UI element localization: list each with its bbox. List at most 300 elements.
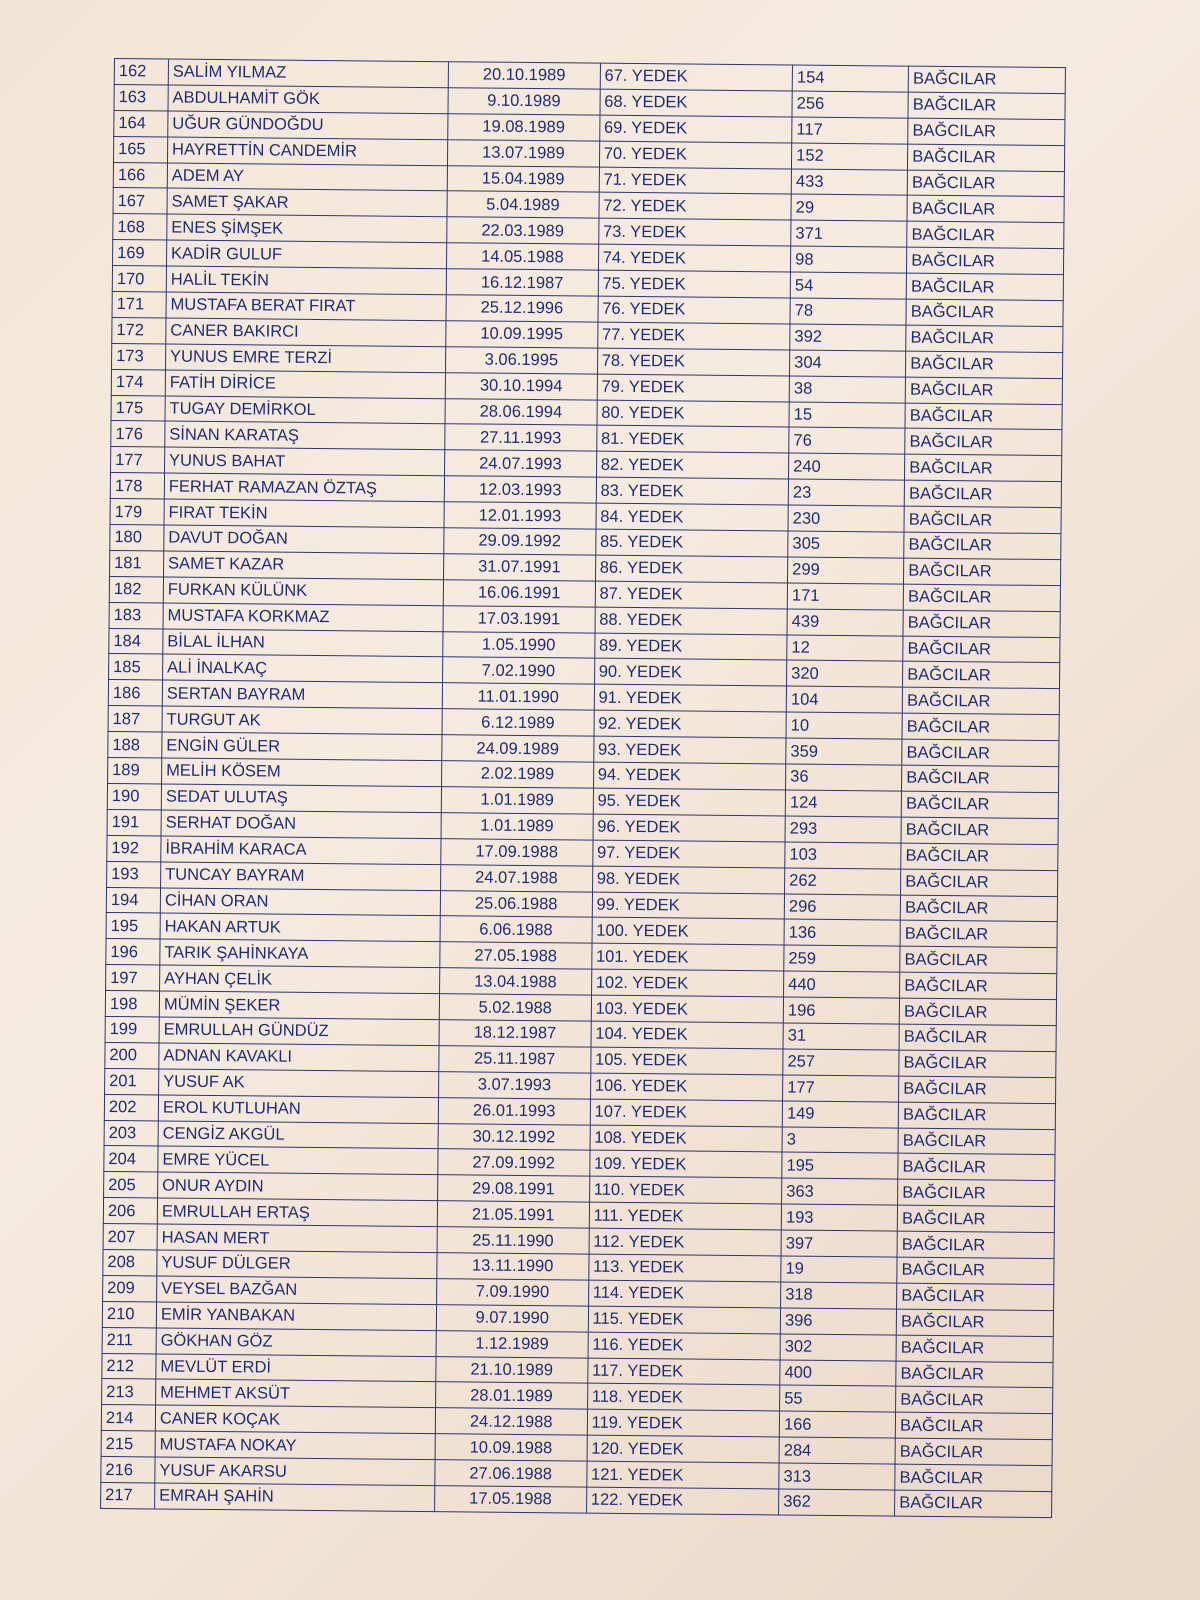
reserve-rank: 87. YEDEK (595, 581, 788, 609)
reference-number: 313 (779, 1463, 895, 1490)
row-number: 181 (110, 550, 164, 576)
reserve-rank: 105. YEDEK (590, 1047, 783, 1075)
reserve-rank: 68. YEDEK (600, 89, 793, 117)
birth-date: 22.03.1989 (447, 217, 599, 244)
reference-number: 320 (787, 660, 903, 687)
person-name: ABDULHAMİT GÖK (168, 85, 448, 114)
row-number: 198 (105, 991, 159, 1017)
roster-table-wrap (100, 58, 1066, 1518)
birth-date: 3.07.1993 (438, 1071, 590, 1098)
district-name: BAĞCILAR (903, 584, 1060, 611)
reference-number: 154 (792, 65, 908, 92)
reference-number: 54 (790, 272, 906, 299)
reserve-rank: 102. YEDEK (591, 969, 784, 997)
birth-date: 2.02.1989 (441, 761, 593, 788)
birth-date: 14.05.1988 (446, 243, 598, 270)
row-number: 193 (107, 861, 161, 887)
person-name: ENES ŞİMŞEK (167, 214, 447, 243)
reserve-rank: 99. YEDEK (592, 892, 785, 920)
row-number: 169 (113, 240, 167, 266)
reserve-rank: 116. YEDEK (588, 1332, 781, 1360)
reserve-rank: 93. YEDEK (593, 736, 786, 764)
row-number: 165 (114, 136, 168, 162)
reference-number: 193 (781, 1204, 897, 1231)
row-number: 185 (109, 654, 163, 680)
person-name: EMİR YANBAKAN (156, 1302, 436, 1331)
district-name: BAĞCILAR (896, 1335, 1053, 1362)
reserve-rank: 83. YEDEK (596, 477, 789, 505)
birth-date: 15.04.1989 (447, 165, 599, 192)
reserve-rank: 79. YEDEK (597, 374, 790, 402)
reserve-rank: 70. YEDEK (599, 141, 792, 169)
district-name: BAĞCILAR (899, 998, 1056, 1025)
reference-number: 31 (783, 1023, 899, 1050)
reference-number: 318 (781, 1282, 897, 1309)
row-number: 212 (102, 1353, 156, 1379)
row-number: 184 (109, 628, 163, 654)
person-name: ALİ İNALKAÇ (162, 654, 442, 683)
person-name: EMRE YÜCEL (158, 1146, 438, 1175)
reserve-rank: 107. YEDEK (590, 1099, 783, 1127)
district-name: BAĞCILAR (895, 1464, 1052, 1491)
reserve-rank: 73. YEDEK (598, 219, 791, 247)
district-name: BAĞCILAR (904, 532, 1061, 559)
row-number: 176 (111, 421, 165, 447)
district-name: BAĞCILAR (905, 429, 1062, 456)
person-name: SAMET KAZAR (163, 551, 443, 580)
reference-number: 195 (782, 1152, 898, 1179)
reserve-rank: 101. YEDEK (591, 943, 784, 971)
district-name: BAĞCILAR (895, 1412, 1052, 1439)
reference-number: 15 (789, 402, 905, 429)
district-name: BAĞCILAR (906, 351, 1063, 378)
reference-number: 196 (783, 997, 899, 1024)
row-number: 203 (104, 1120, 158, 1146)
person-name: CENGİZ AKGÜL (158, 1120, 438, 1149)
person-name: FERHAT RAMAZAN ÖZTAŞ (164, 473, 444, 502)
birth-date: 24.09.1989 (442, 735, 594, 762)
birth-date: 25.11.1990 (437, 1227, 589, 1254)
row-number: 211 (102, 1327, 156, 1353)
birth-date: 13.11.1990 (437, 1253, 589, 1280)
birth-date: 10.09.1995 (446, 321, 598, 348)
row-number: 199 (105, 1016, 159, 1042)
reserve-rank: 115. YEDEK (588, 1306, 781, 1334)
reference-number: 104 (786, 686, 902, 713)
row-number: 174 (111, 369, 165, 395)
birth-date: 7.09.1990 (437, 1279, 589, 1306)
birth-date: 9.07.1990 (436, 1304, 588, 1331)
reserve-rank: 88. YEDEK (595, 607, 788, 635)
birth-date: 1.05.1990 (443, 631, 595, 658)
person-name: HAKAN ARTUK (160, 913, 440, 942)
row-number: 194 (106, 887, 160, 913)
person-name: MUSTAFA NOKAY (155, 1431, 435, 1460)
birth-date: 21.10.1989 (436, 1356, 588, 1383)
row-number: 170 (112, 266, 166, 292)
row-number: 189 (108, 758, 162, 784)
birth-date: 5.04.1989 (447, 191, 599, 218)
row-number: 209 (103, 1275, 157, 1301)
row-number: 188 (108, 732, 162, 758)
person-name: EROL KUTLUHAN (158, 1095, 438, 1124)
person-name: ONUR AYDIN (158, 1172, 438, 1201)
row-number: 163 (114, 84, 168, 110)
birth-date: 17.03.1991 (443, 605, 595, 632)
birth-date: 27.05.1988 (440, 942, 592, 969)
roster-table (100, 58, 1066, 1518)
roster-table-body (101, 59, 1066, 1518)
reserve-rank: 92. YEDEK (594, 710, 787, 738)
district-name: BAĞCILAR (896, 1386, 1053, 1413)
birth-date: 16.12.1987 (446, 269, 598, 296)
district-name: BAĞCILAR (903, 610, 1060, 637)
reference-number: 305 (788, 531, 904, 558)
person-name: HALİL TEKİN (166, 266, 446, 295)
reserve-rank: 71. YEDEK (599, 167, 792, 195)
person-name: CANER KOÇAK (155, 1405, 435, 1434)
reserve-rank: 121. YEDEK (586, 1461, 779, 1489)
district-name: BAĞCILAR (903, 662, 1060, 689)
district-name: BAĞCILAR (902, 739, 1059, 766)
person-name: GÖKHAN GÖZ (156, 1328, 436, 1357)
reserve-rank: 90. YEDEK (594, 659, 787, 687)
reserve-rank: 81. YEDEK (596, 426, 789, 454)
district-name: BAĞCILAR (899, 1024, 1056, 1051)
person-name: CANER BAKIRCI (166, 318, 446, 347)
birth-date: 24.12.1988 (435, 1408, 587, 1435)
reserve-rank: 89. YEDEK (594, 633, 787, 661)
row-number: 191 (107, 809, 161, 835)
birth-date: 9.10.1989 (448, 88, 600, 115)
reserve-rank: 96. YEDEK (593, 814, 786, 842)
person-name: İBRAHİM KARACA (161, 836, 441, 865)
reference-number: 19 (781, 1256, 897, 1283)
reference-number: 23 (788, 479, 904, 506)
district-name: BAĞCILAR (895, 1490, 1052, 1517)
birth-date: 1.12.1989 (436, 1330, 588, 1357)
person-name: YUNUS BAHAT (164, 447, 444, 476)
person-name: ADNAN KAVAKLI (159, 1043, 439, 1072)
birth-date: 10.09.1988 (435, 1434, 587, 1461)
person-name: FATİH DİRİCE (165, 370, 445, 399)
birth-date: 21.05.1991 (437, 1201, 589, 1228)
district-name: BAĞCILAR (901, 791, 1058, 818)
reserve-rank: 106. YEDEK (590, 1073, 783, 1101)
row-number: 182 (109, 576, 163, 602)
reserve-rank: 98. YEDEK (592, 866, 785, 894)
person-name: TURGUT AK (162, 706, 442, 735)
district-name: BAĞCILAR (908, 118, 1065, 145)
person-name: BİLAL İLHAN (163, 629, 443, 658)
reference-number: 103 (785, 842, 901, 869)
person-name: MUSTAFA BERAT FIRAT (166, 292, 446, 321)
birth-date: 3.06.1995 (445, 346, 597, 373)
person-name: MEVLÜT ERDİ (156, 1353, 436, 1382)
district-name: BAĞCILAR (897, 1283, 1054, 1310)
person-name: SERTAN BAYRAM (162, 680, 442, 709)
birth-date: 24.07.1993 (444, 450, 596, 477)
row-number: 213 (102, 1379, 156, 1405)
reference-number: 293 (785, 816, 901, 843)
row-number: 192 (107, 835, 161, 861)
reserve-rank: 85. YEDEK (595, 529, 788, 557)
row-number: 214 (101, 1405, 155, 1431)
reserve-rank: 95. YEDEK (593, 788, 786, 816)
person-name: MÜMİN ŞEKER (159, 991, 439, 1020)
person-name: ENGİN GÜLER (162, 732, 442, 761)
person-name: EMRAH ŞAHİN (155, 1483, 435, 1512)
reference-number: 259 (784, 945, 900, 972)
reserve-rank: 67. YEDEK (600, 63, 793, 91)
reserve-rank: 113. YEDEK (588, 1254, 781, 1282)
row-number: 217 (101, 1482, 155, 1508)
reference-number: 433 (791, 169, 907, 196)
person-name: VEYSEL BAZĞAN (157, 1276, 437, 1305)
district-name: BAĞCILAR (904, 506, 1061, 533)
district-name: BAĞCILAR (908, 144, 1065, 171)
person-name: MELİH KÖSEM (161, 758, 441, 787)
person-name: YUSUF AK (159, 1069, 439, 1098)
reference-number: 284 (779, 1437, 895, 1464)
district-name: BAĞCILAR (901, 843, 1058, 870)
birth-date: 19.08.1989 (448, 113, 600, 140)
district-name: BAĞCILAR (900, 895, 1057, 922)
reserve-rank: 104. YEDEK (591, 1021, 784, 1049)
district-name: BAĞCILAR (898, 1179, 1055, 1206)
row-number: 171 (112, 292, 166, 318)
reference-number: 36 (786, 764, 902, 791)
row-number: 166 (113, 162, 167, 188)
district-name: BAĞCILAR (905, 454, 1062, 481)
reference-number: 397 (781, 1230, 897, 1257)
birth-date: 29.08.1991 (437, 1175, 589, 1202)
reserve-rank: 74. YEDEK (598, 244, 791, 272)
reference-number: 240 (789, 453, 905, 480)
row-number: 207 (103, 1224, 157, 1250)
birth-date: 31.07.1991 (443, 554, 595, 581)
row-number: 215 (101, 1431, 155, 1457)
district-name: BAĞCILAR (898, 1128, 1055, 1155)
row-number: 204 (104, 1146, 158, 1172)
district-name: BAĞCILAR (907, 247, 1064, 274)
reference-number: 439 (787, 609, 903, 636)
reference-number: 371 (791, 220, 907, 247)
person-name: SİNAN KARATAŞ (165, 421, 445, 450)
row-number: 187 (108, 706, 162, 732)
birth-date: 30.10.1994 (445, 372, 597, 399)
reserve-rank: 77. YEDEK (597, 322, 790, 350)
birth-date: 20.10.1989 (448, 62, 600, 89)
person-name: DAVUT DOĞAN (164, 525, 444, 554)
district-name: BAĞCILAR (906, 299, 1063, 326)
person-name: KADİR GULUF (166, 240, 446, 269)
row-number: 180 (110, 525, 164, 551)
reference-number: 256 (792, 91, 908, 118)
reference-number: 3 (782, 1126, 898, 1153)
row-number: 190 (107, 783, 161, 809)
district-name: BAĞCILAR (902, 687, 1059, 714)
birth-date: 17.09.1988 (441, 838, 593, 865)
district-name: BAĞCILAR (901, 869, 1058, 896)
birth-date: 26.01.1993 (438, 1097, 590, 1124)
row-number: 168 (113, 214, 167, 240)
person-name: TUGAY DEMİRKOL (165, 396, 445, 425)
reserve-rank: 103. YEDEK (591, 995, 784, 1023)
birth-date: 12.03.1993 (444, 476, 596, 503)
reference-number: 124 (785, 790, 901, 817)
birth-date: 30.12.1992 (438, 1123, 590, 1150)
person-name: TARIK ŞAHİNKAYA (160, 939, 440, 968)
reserve-rank: 82. YEDEK (596, 452, 789, 480)
district-name: BAĞCILAR (902, 713, 1059, 740)
row-number: 177 (111, 447, 165, 473)
birth-date: 25.11.1987 (439, 1046, 591, 1073)
birth-date: 27.09.1992 (438, 1149, 590, 1176)
district-name: BAĞCILAR (908, 66, 1065, 93)
reserve-rank: 110. YEDEK (589, 1176, 782, 1204)
person-name: MEHMET AKSÜT (156, 1379, 436, 1408)
reference-number: 117 (792, 117, 908, 144)
person-name: ADEM AY (167, 163, 447, 192)
row-number: 172 (112, 317, 166, 343)
reserve-rank: 97. YEDEK (592, 840, 785, 868)
district-name: BAĞCILAR (897, 1257, 1054, 1284)
district-name: BAĞCILAR (907, 170, 1064, 197)
person-name: SERHAT DOĞAN (161, 810, 441, 839)
reference-number: 10 (786, 712, 902, 739)
row-number: 208 (103, 1249, 157, 1275)
birth-date: 18.12.1987 (439, 1020, 591, 1047)
birth-date: 27.06.1988 (435, 1460, 587, 1487)
person-name: YUNUS EMRE TERZİ (165, 344, 445, 373)
district-name: BAĞCILAR (899, 1076, 1056, 1103)
reserve-rank: 112. YEDEK (589, 1228, 782, 1256)
row-number: 186 (108, 680, 162, 706)
district-name: BAĞCILAR (908, 92, 1065, 119)
reserve-rank: 111. YEDEK (589, 1202, 782, 1230)
row-number: 178 (110, 473, 164, 499)
person-name: CİHAN ORAN (160, 887, 440, 916)
reserve-rank: 117. YEDEK (587, 1358, 780, 1386)
person-name: YUSUF DÜLGER (157, 1250, 437, 1279)
reference-number: 396 (780, 1308, 896, 1335)
district-name: BAĞCILAR (904, 558, 1061, 585)
row-number: 162 (114, 59, 168, 85)
reference-number: 55 (780, 1385, 896, 1412)
row-number: 197 (106, 965, 160, 991)
district-name: BAĞCILAR (907, 221, 1064, 248)
row-number: 164 (114, 110, 168, 136)
person-name: YUSUF AKARSU (155, 1457, 435, 1486)
birth-date: 13.07.1989 (447, 139, 599, 166)
row-number: 202 (104, 1094, 158, 1120)
person-name: FIRAT TEKİN (164, 499, 444, 528)
birth-date: 27.11.1993 (445, 424, 597, 451)
reserve-rank: 80. YEDEK (597, 400, 790, 428)
district-name: BAĞCILAR (900, 946, 1057, 973)
birth-date: 12.01.1993 (444, 502, 596, 529)
reserve-rank: 72. YEDEK (599, 193, 792, 221)
row-number: 173 (112, 343, 166, 369)
reference-number: 359 (786, 738, 902, 765)
district-name: BAĞCILAR (906, 325, 1063, 352)
person-name: EMRULLAH GÜNDÜZ (159, 1017, 439, 1046)
district-name: BAĞCILAR (898, 1102, 1055, 1129)
district-name: BAĞCILAR (896, 1309, 1053, 1336)
district-name: BAĞCILAR (900, 972, 1057, 999)
reference-number: 12 (787, 635, 903, 662)
birth-date: 11.01.1990 (442, 683, 594, 710)
birth-date: 6.12.1989 (442, 709, 594, 736)
reserve-rank: 109. YEDEK (589, 1151, 782, 1179)
district-name: BAĞCILAR (899, 1050, 1056, 1077)
district-name: BAĞCILAR (896, 1361, 1053, 1388)
district-name: BAĞCILAR (898, 1153, 1055, 1180)
reserve-rank: 120. YEDEK (587, 1435, 780, 1463)
row-number: 183 (109, 602, 163, 628)
person-name: MUSTAFA KORKMAZ (163, 603, 443, 632)
reserve-rank: 119. YEDEK (587, 1409, 780, 1437)
reserve-rank: 94. YEDEK (593, 762, 786, 790)
person-name: SALİM YILMAZ (168, 59, 448, 88)
district-name: BAĞCILAR (906, 273, 1063, 300)
reference-number: 29 (791, 194, 907, 221)
person-name: HAYRETTİN CANDEMİR (167, 137, 447, 166)
reference-number: 152 (792, 143, 908, 170)
birth-date: 5.02.1988 (439, 994, 591, 1021)
person-name: EMRULLAH ERTAŞ (157, 1198, 437, 1227)
birth-date: 24.07.1988 (440, 864, 592, 891)
district-name: BAĞCILAR (902, 765, 1059, 792)
person-name: TUNCAY BAYRAM (160, 862, 440, 891)
reference-number: 400 (780, 1359, 896, 1386)
reserve-rank: 69. YEDEK (599, 115, 792, 143)
reserve-rank: 114. YEDEK (588, 1280, 781, 1308)
birth-date: 13.04.1988 (439, 968, 591, 995)
district-name: BAĞCILAR (903, 636, 1060, 663)
birth-date: 25.12.1996 (446, 295, 598, 322)
reference-number: 362 (779, 1489, 895, 1516)
district-name: BAĞCILAR (904, 480, 1061, 507)
reference-number: 440 (784, 971, 900, 998)
reference-number: 257 (783, 1049, 899, 1076)
reference-number: 171 (787, 583, 903, 610)
reference-number: 296 (784, 893, 900, 920)
reserve-rank: 122. YEDEK (586, 1487, 779, 1515)
reserve-rank: 86. YEDEK (595, 555, 788, 583)
reference-number: 98 (791, 246, 907, 273)
reserve-rank: 76. YEDEK (598, 296, 791, 324)
reference-number: 392 (790, 324, 906, 351)
row-number: 216 (101, 1457, 155, 1483)
district-name: BAĞCILAR (905, 377, 1062, 404)
row-number: 179 (110, 499, 164, 525)
row-number: 200 (105, 1042, 159, 1068)
reserve-rank: 75. YEDEK (598, 270, 791, 298)
person-name: FURKAN KÜLÜNK (163, 577, 443, 606)
reference-number: 299 (788, 557, 904, 584)
row-number: 167 (113, 188, 167, 214)
district-name: BAĞCILAR (897, 1205, 1054, 1232)
birth-date: 6.06.1988 (440, 916, 592, 943)
row-number: 195 (106, 913, 160, 939)
person-name: HASAN MERT (157, 1224, 437, 1253)
reference-number: 230 (788, 505, 904, 532)
reference-number: 149 (782, 1101, 898, 1128)
row-number: 201 (105, 1068, 159, 1094)
birth-date: 25.06.1988 (440, 890, 592, 917)
